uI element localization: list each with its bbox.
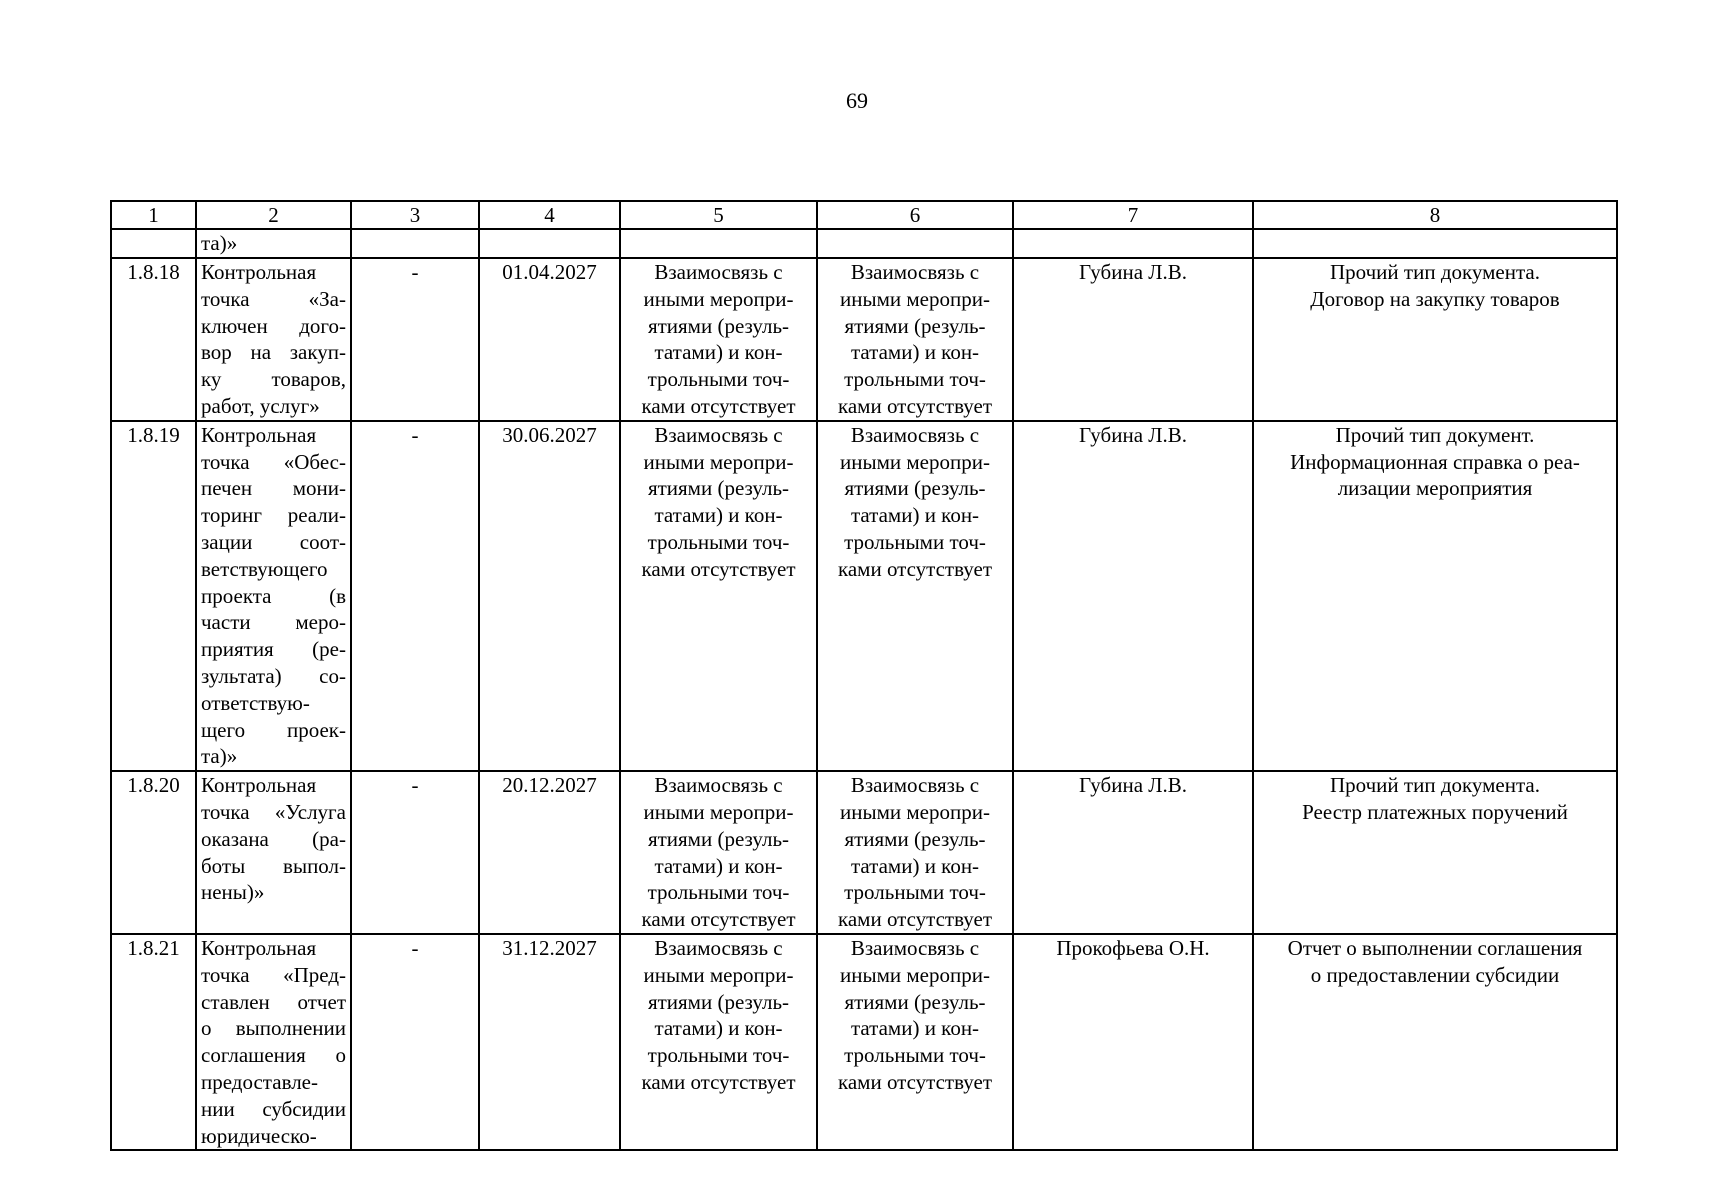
page-number: 69 xyxy=(846,88,868,113)
text-line: Контрольная xyxy=(201,773,317,798)
table-row xyxy=(111,258,1617,421)
text-line: Контрольная xyxy=(201,935,317,960)
text-line: нены)» xyxy=(201,880,265,905)
cell-col3: - xyxy=(351,934,479,1150)
text-line: юридическо- xyxy=(201,1123,317,1148)
text-line: татами) и кон- xyxy=(850,1016,980,1041)
text-line: точка «За- xyxy=(201,286,346,311)
cell-name xyxy=(196,771,351,934)
text-line: иными меропри- xyxy=(643,286,794,311)
text-line: ставлен отчет xyxy=(201,989,346,1014)
text-line: вор на закуп- xyxy=(201,340,346,365)
text-line: ками отсутствует xyxy=(837,393,993,418)
text-line: оказана (ра- xyxy=(201,826,346,851)
text-line: татами) и кон- xyxy=(654,503,783,528)
cell-document xyxy=(1253,771,1617,934)
text-line: Взаимосвязь с xyxy=(654,422,783,447)
cell-num xyxy=(111,229,196,258)
column-header: 2 xyxy=(196,201,351,229)
text-line: Прочий тип документа. xyxy=(1330,260,1540,284)
text-line: ку товаров, xyxy=(201,367,346,392)
text-line: трольными точ- xyxy=(647,367,790,392)
text-line: ками отсутствует xyxy=(641,907,796,932)
cell-link2 xyxy=(817,229,1013,258)
text-line: печен мони- xyxy=(201,476,346,501)
text-line: трольными точ- xyxy=(844,529,986,554)
cell-col3: - xyxy=(351,771,479,934)
text-line: ками отсутствует xyxy=(641,556,796,581)
cell-link xyxy=(620,934,817,1150)
text-line: торинг реали- xyxy=(201,503,346,528)
text-line: татами) и кон- xyxy=(850,340,980,365)
cell-num: 1.8.20 xyxy=(111,771,196,934)
text-line: ятиями (резуль- xyxy=(647,989,790,1014)
text-line: ятиями (резуль- xyxy=(647,476,790,501)
cell-name xyxy=(196,258,351,421)
text-line: о предоставлении субсидии xyxy=(1310,962,1560,987)
text-line: ятиями (резуль- xyxy=(647,313,790,338)
cell-name xyxy=(196,934,351,1150)
text-line: та)» xyxy=(201,231,238,255)
column-header: 6 xyxy=(817,201,1013,229)
column-header: 1 xyxy=(111,201,196,229)
cell-document xyxy=(1253,421,1617,771)
cell-link xyxy=(620,771,817,934)
text-line: иными меропри- xyxy=(840,286,990,311)
text-line: трольными точ- xyxy=(844,1043,986,1068)
table-row-continuation xyxy=(111,229,1617,258)
text-line: ключен дого- xyxy=(201,313,346,338)
cell-num: 1.8.19 xyxy=(111,421,196,771)
text-line: ками отсутствует xyxy=(837,1069,993,1094)
cell-responsible: Губина Л.В. xyxy=(1013,421,1253,771)
text-line: работ, услуг» xyxy=(201,393,320,418)
text-line: зации соот- xyxy=(201,529,346,554)
text-line: татами) и кон- xyxy=(654,1016,783,1041)
column-header: 5 xyxy=(620,201,817,229)
table-row xyxy=(111,771,1617,934)
text-line: точка «Услуга xyxy=(201,799,346,824)
text-line: иными меропри- xyxy=(840,449,990,474)
text-line: ками отсутствует xyxy=(837,556,993,581)
text-line: Взаимосвязь с xyxy=(850,935,980,960)
text-line: та)» xyxy=(201,744,238,769)
text-line: трольными точ- xyxy=(844,880,986,905)
text-line: нии субсидии xyxy=(201,1096,346,1121)
cell-responsible: Прокофьева О.Н. xyxy=(1013,934,1253,1150)
text-line: Взаимосвязь с xyxy=(850,422,980,447)
text-line: боты выпол- xyxy=(201,853,346,878)
text-line: ками отсутствует xyxy=(837,907,993,932)
text-line: ятиями (резуль- xyxy=(647,826,790,851)
column-header: 3 xyxy=(351,201,479,229)
cell-num: 1.8.21 xyxy=(111,934,196,1150)
text-line: иными меропри- xyxy=(643,962,794,987)
column-header: 4 xyxy=(479,201,620,229)
text-line: ятиями (резуль- xyxy=(844,476,986,501)
text-line: ками отсутствует xyxy=(641,393,796,418)
text-line: о выполнении xyxy=(201,1016,346,1041)
cell-col3: - xyxy=(351,258,479,421)
text-line: иными меропри- xyxy=(840,799,990,824)
cell-responsible: Губина Л.В. xyxy=(1013,258,1253,421)
cell-col3 xyxy=(351,229,479,258)
text-line: проекта (в xyxy=(201,583,346,608)
document-table xyxy=(110,200,1618,1151)
cell-link2 xyxy=(817,771,1013,934)
cell-document xyxy=(1253,258,1617,421)
cell-link2 xyxy=(817,421,1013,771)
text-line: точка «Пред- xyxy=(201,962,346,987)
text-line: ятиями (резуль- xyxy=(844,826,986,851)
text-line: Взаимосвязь с xyxy=(654,935,783,960)
text-line: щего проек- xyxy=(201,717,346,742)
text-line: трольными точ- xyxy=(647,529,790,554)
cell-document xyxy=(1253,229,1617,258)
text-line: татами) и кон- xyxy=(850,853,980,878)
table-header-row xyxy=(111,201,1617,229)
cell-col3: - xyxy=(351,421,479,771)
cell-link2 xyxy=(817,934,1013,1150)
text-line: ятиями (резуль- xyxy=(844,989,986,1014)
text-line: ветствующего xyxy=(201,556,328,581)
cell-name xyxy=(196,229,351,258)
cell-date: 20.12.2027 xyxy=(479,771,620,934)
text-line: трольными точ- xyxy=(844,367,986,392)
text-line: Прочий тип документ. xyxy=(1335,422,1535,447)
text-line: татами) и кон- xyxy=(654,340,783,365)
text-line: Взаимосвязь с xyxy=(850,773,980,798)
cell-responsible: Губина Л.В. xyxy=(1013,771,1253,934)
cell-responsible xyxy=(1013,229,1253,258)
text-line: ятиями (резуль- xyxy=(844,313,986,338)
text-line: Реестр платежных поручений xyxy=(1302,799,1568,824)
text-line: иными меропри- xyxy=(643,449,794,474)
text-line: соглашения о xyxy=(201,1043,346,1068)
table-row xyxy=(111,421,1617,771)
text-line: татами) и кон- xyxy=(850,503,980,528)
text-line: точка «Обес- xyxy=(201,449,346,474)
text-line: части меро- xyxy=(201,610,346,635)
text-line: ками отсутствует xyxy=(641,1069,796,1094)
text-line: Взаимосвязь с xyxy=(654,773,783,798)
text-line: Прочий тип документа. xyxy=(1330,773,1540,798)
cell-date: 31.12.2027 xyxy=(479,934,620,1150)
text-line: предоставле- xyxy=(201,1069,318,1094)
cell-num: 1.8.18 xyxy=(111,258,196,421)
text-line: Контрольная xyxy=(201,260,317,284)
cell-document xyxy=(1253,934,1617,1150)
text-line: Взаимосвязь с xyxy=(850,260,980,284)
cell-name xyxy=(196,421,351,771)
text-line: Взаимосвязь с xyxy=(654,260,783,284)
text-line: приятия (ре- xyxy=(201,637,346,662)
cell-date: 01.04.2027 xyxy=(479,258,620,421)
text-line: иными меропри- xyxy=(840,962,990,987)
text-line: трольными точ- xyxy=(647,880,790,905)
text-line: татами) и кон- xyxy=(654,853,783,878)
cell-date xyxy=(479,229,620,258)
text-line: Договор на закупку товаров xyxy=(1310,286,1560,311)
cell-link2 xyxy=(817,258,1013,421)
cell-date: 30.06.2027 xyxy=(479,421,620,771)
cell-link xyxy=(620,421,817,771)
text-line: трольными точ- xyxy=(647,1043,790,1068)
text-line: зультата) со- xyxy=(201,663,346,688)
text-line: Информационная справка о реа- xyxy=(1290,449,1580,474)
column-header: 8 xyxy=(1253,201,1617,229)
column-header: 7 xyxy=(1013,201,1253,229)
text-line: иными меропри- xyxy=(643,799,794,824)
text-line: ответствую- xyxy=(201,690,310,715)
table-row xyxy=(111,934,1617,1150)
text-line: Контрольная xyxy=(201,422,317,447)
cell-link xyxy=(620,229,817,258)
text-line: Отчет о выполнении соглашения xyxy=(1287,935,1583,960)
text-line: лизации мероприятия xyxy=(1337,476,1533,501)
cell-link xyxy=(620,258,817,421)
